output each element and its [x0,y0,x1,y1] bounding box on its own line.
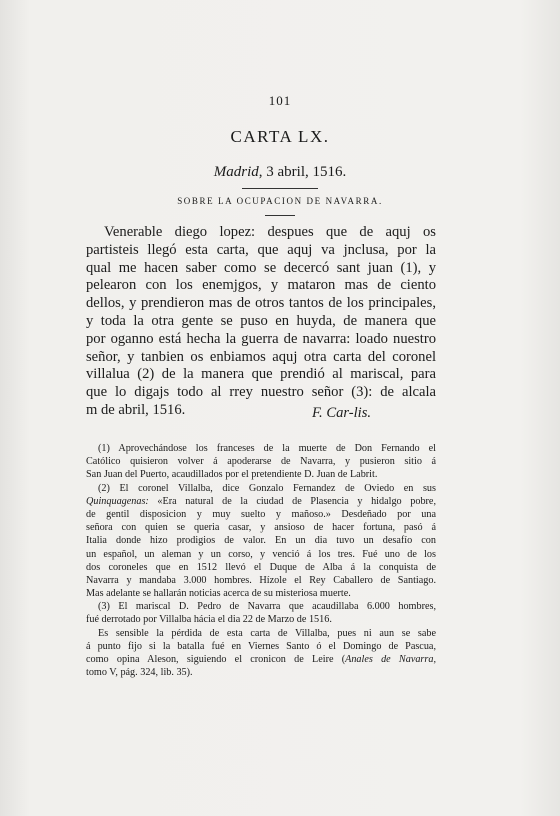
letter-line: que lo digajs todo al rrey nuestro señor (3): de alcala [86,384,436,401]
cited-title: Quinquagenas: [86,495,149,507]
footnote-line: Mas adelante se hallarán noticias acerca de su misteriosa muerte. [86,588,351,600]
letter-line: m de abril, 1516. [86,401,186,418]
letter-heading: CARTA LX. [230,127,330,146]
footnote-line: de gentil disposicion y muy suelto y mañoso.» Desdeñado por una [86,508,436,520]
footnote-line: como opina Aleson, siguiendo el cronicon de Leire (Anales de Navarra, [86,654,436,665]
letter-line: señor, y tanbien os enbiamos aquj otra carta del coronel [86,348,436,365]
footnote-line: San Juan del Puerto, acaudillados por el pretendiente D. Juan de Labrit. [86,469,378,481]
letter-subject: SOBRE LA OCUPACION DE NAVARRA. [177,196,383,206]
footnote-line: un español, un aleman y un corso, y venció á los tres. Fué uno de los [86,548,436,560]
footnote-line: Italia donde hizo prodigios de valor. En un dia tuvo un desafío con [86,535,436,547]
dateline-date: , 3 abril, 1516. [258,164,347,180]
letter-line: y toda la otra gente se puso en huyda, de manera que [86,312,436,329]
footnote-line: fué derrotado por Villalba hácia el dia 22 de Marzo de 1516. [86,614,332,626]
letter-line: qual me hacen saber como se decercó sant juan (1), y [86,259,436,276]
cited-title: Anales de Navarra, [345,654,436,665]
footnote-line: Quinquagenas: «Era natural de la ciudad de Plasencia y hidalgo pobre, [86,495,436,507]
letter-line: pelearon con los enemjgos, y mataron mas de ciento [86,277,436,294]
letter-line: villalua (2) de la manera que prendió al mariscal, para [86,366,436,383]
footnote-line: (2) El coronel Villalba, dice Gonzalo Fernandez de Oviedo en sus [98,482,436,494]
letter-line: dellos, y prendieron mas de otros tantos de los principales, [86,295,436,312]
footnote-line: dos coroneles que en 1512 llevó el Duque de Alba á la conquista de [86,561,436,573]
letter-line: partisteis llegó esta carta, que aquj va jnclusa, por la [86,241,436,258]
footnotes [86,442,436,679]
page-number: 101 [268,93,292,108]
footnote-line: Es sensible la pérdida de esta carta de Villalba, pues ni aun se sabe [98,627,436,639]
letter-line: por oganno está hecha la guerra de navarra: loado nuestro [86,330,436,347]
footnote-line: Navarra y mandaba 3.000 hombres. Hízole el Rey Caballero de Santiago. [86,574,436,586]
footnote-line: (1) Aprovechándose los franceses de la muerte de Don Fernando el [98,443,436,454]
footnote-line: señora con quien se queria casar, y ansioso de hacer fortuna, pasó á [86,522,436,534]
dateline [0,164,560,181]
footnote-line: Católico quisieron volver á apoderarse de Navarra, y pusieron sitio á [86,456,436,468]
footnote-line: (3) El mariscal D. Pedro de Navarra que acaudillaba 6.000 hombres, [98,601,436,613]
letter-line: Venerable diego lopez: despues que de aquj os [104,224,436,240]
letter-body [86,224,436,420]
footnote-line: tomo V, pág. 324, lib. 35). [86,667,193,679]
footnote-line: á punto fijo si la batalla fué en Viernes Santo ó el Domingo de Pascua, [86,640,436,652]
divider-rule-top [242,188,318,189]
divider-rule-bottom [265,215,295,216]
letter-signature: F. Car-lis. [312,405,372,421]
dateline-place: Madrid [213,164,259,180]
